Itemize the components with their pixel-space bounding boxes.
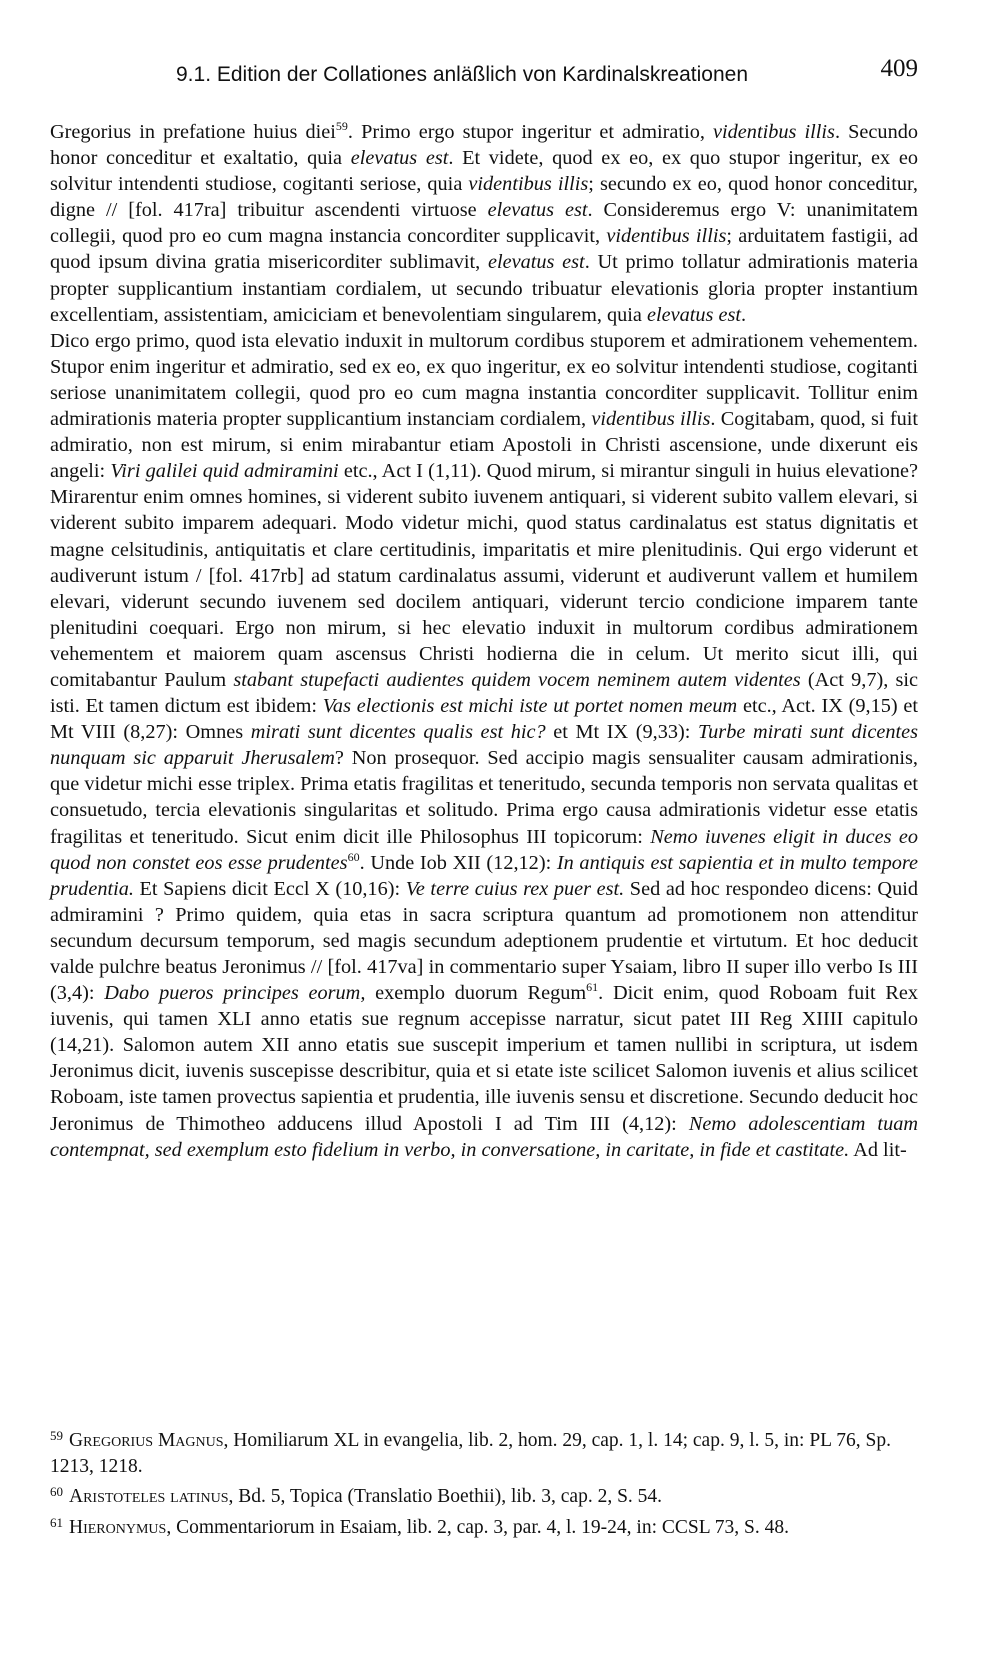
- italic-quote: Ve terre cuius rex puer est.: [405, 877, 625, 900]
- footnote: [50, 1423, 918, 1479]
- italic-quote: In antiquis est sapientia et in multo tempore prudentia.: [50, 851, 918, 900]
- text-run: . Ut primo tollatur admirationis materia propter supplicantium instantiam cordialem, ut secundo tribuatur elevationis gloria propter instantium excellentiam, assistentiam, amiciciam et benevolentiam singularem, quia: [50, 251, 918, 326]
- text-run: . Consideremus ergo V: unanimitatem collegii, quod pro eo cum magna instancia concorditer supplicavit,: [50, 199, 918, 248]
- footnote-number: 61: [50, 1514, 63, 1530]
- italic-quote: elevatus est: [350, 147, 449, 170]
- footnote: [50, 1510, 918, 1541]
- main-text: [50, 119, 918, 1163]
- italic-quote: stabant stupefacti audientes quidem vocem neminem autem videntes: [233, 668, 801, 691]
- text-run: . Et videte, quod ex eo, ex quo stupor ingeritur, ex eo solvitur intendenti studiose, cogitanti seriose, quia: [50, 147, 918, 196]
- text-run: etc., Act. IX (9,15) et Mt VIII (8,27): Omnes: [50, 695, 919, 744]
- italic-quote: elevatus est: [487, 251, 585, 274]
- page-number: 409: [880, 55, 918, 82]
- text-run: . Unde Iob XII (12,12):: [359, 851, 557, 874]
- text-run: ; arduitatem fastigii, ad quod ipsum divina gratia misericorditer sublimavit,: [50, 225, 918, 274]
- text-run: ; secundo ex eo, quod honor conceditur, digne // [fol. 417ra] tribuitur ascendenti virtuose: [50, 173, 918, 222]
- footnote-author: Hieronymus: [69, 1516, 167, 1538]
- italic-quote: videntibus illis: [713, 121, 835, 143]
- footnote-number: 59: [50, 1428, 63, 1443]
- text-run: Et Sapiens dicit Eccl X (10,16):: [133, 877, 406, 900]
- italic-quote: elevatus est: [487, 199, 588, 222]
- footnotes: [50, 1423, 918, 1540]
- italic-quote: Nemo adolescentiam tuam contempnat, sed exemplum esto fidelium in verbo, in conversatione, in caritate, in fide et castitate.: [50, 1112, 918, 1161]
- text-run: . Secundo honor conceditur et exaltatio, quia: [50, 121, 918, 170]
- italic-quote: videntibus illis: [591, 408, 711, 431]
- footnote-author: Gregorius Magnus: [69, 1430, 224, 1451]
- text-run: . Cogitabam, quod, si fuit admiratio, non est mirum, si enim mirabantur etiam Apostoli in Christi ascensione, unde dixerunt eis angeli:: [50, 408, 918, 483]
- footnote-author: Aristoteles latinus: [69, 1486, 229, 1507]
- running-title: 9.1. Edition der Collationes anläßlich von Kardinalskreationen: [176, 63, 749, 86]
- italic-quote: Nemo iuvenes eligit in duces eo quod non constet eos esse prudentes: [50, 825, 918, 874]
- footnote-number: 60: [50, 1484, 63, 1499]
- footnote: [50, 1479, 918, 1510]
- footnote-text: , Commentariorum in Esaiam, lib. 2, cap. 3, par. 4, l. 19-24, in: CCSL 73, S. 48.: [166, 1516, 789, 1538]
- footnote-text: , Homiliarum XL in evangelia, lib. 2, hom. 29, cap. 1, l. 14; cap. 9, l. 5, in: PL 76, Sp. 1213, 1218.: [50, 1430, 891, 1477]
- text-run: Dico ergo primo, quod ista elevatio induxit in multorum cordibus stuporem et admirationem vehementem. Stupor enim ingeritur et admiratio, sed ex eo, ex quo ingeritur, ex eo solvitur intendenti studiose, cogitanti seriose unanimitatem collegii, quod pro eo cum magna instantia concorditer supplicavit. Tollitur enim admirationis materia propter supplicantium instanciam cordialem,: [50, 329, 918, 431]
- text-run: .: [741, 303, 747, 326]
- paragraph: [50, 328, 918, 1163]
- italic-quote: videntibus illis: [606, 225, 727, 248]
- footnote-ref: 60: [347, 849, 360, 864]
- footnote-ref: 61: [586, 980, 599, 995]
- running-header: [176, 55, 918, 95]
- footnote-ref: 59: [335, 119, 348, 134]
- italic-quote: Viri galilei quid admiramini: [110, 460, 339, 483]
- italic-quote: Dabo pueros principes eorum,: [104, 982, 366, 1005]
- text-run: exemplo duorum Regum: [365, 982, 587, 1005]
- text-run: . Primo ergo stupor ingeritur et admiratio,: [347, 121, 714, 143]
- italic-quote: elevatus est: [646, 303, 742, 326]
- italic-quote: Turbe mirati sunt dicentes nunquam sic apparuit Jherusalem: [50, 721, 918, 770]
- text-run: Gregorius in prefatione huius diei: [50, 121, 336, 143]
- paragraph: [50, 119, 918, 328]
- text-run: et Mt IX (9,33):: [545, 721, 698, 744]
- text-run: etc., Act I (1,11). Quod mirum, si mirantur singuli in huius elevatione? Mirarentur enim omnes homines, si viderent subito iuvenem antiquari, si viderent subito vallem elevari, si viderent subito imparem adequari. Modo videtur michi, quod status cardinalatus est status dignitatis et magne celsitudinis, antiquitatis et clare certitudinis, imparitatis et mire plenitudinis. Qui ergo viderunt et audiverunt istum / [fol. 417rb] ad statum cardinalatus assumi, viderunt et audiverunt vallem et humilem elevari, viderunt secundo iuvenem sed docilem antiquari, viderunt tercio condicione imparem tante plenitudini coequari. Ergo non mirum, si hec elevatio induxit in multorum cordibus admirationem vehementem et maiorem quam ascensus Christi hodierna die in celum. Ut merito sicut illi, qui comitabantur Paulum: [50, 460, 918, 691]
- italic-quote: videntibus illis: [468, 173, 589, 196]
- italic-quote: mirati sunt dicentes qualis est hic?: [250, 721, 546, 744]
- text-run: Sed ad hoc respondeo dicens: Quid admiramini ? Primo quidem, quia etas in sacra scriptura quantum ad promotionem non attenditur secundum decursum temporum, sed magis secundum adeptionem prudentie et virtutum. Et hoc deducit valde pulchre beatus Jeronimus // [fol. 417va] in commentario super Ysaiam, libro II super illo verbo Is III (3,4):: [50, 877, 918, 1005]
- text-run: Ad lit-: [849, 1138, 907, 1161]
- footnote-text: , Bd. 5, Topica (Translatio Boethii), lib. 3, cap. 2, S. 54.: [228, 1486, 663, 1507]
- text-run: . Dicit enim, quod Roboam fuit Rex iuvenis, qui tamen XLI anno etatis sue regnum accepisse narratur, sicut patet III Reg XIIII capitulo (14,21). Salomon autem XII anno etatis sue suscepit imperium et tamen nullibi in scriptura, ut isdem Jeronimus dicit, iuvenis suscepisse describitur, quia et si etate iste scilicet Salomon iuvenis et alius scilicet Roboam, iste tamen provectus sapientia et prudentia, ille iuvenis sensu et discretione. Secundo deducit hoc Jeronimus de Thimotheo adducens illud Apostoli I ad Tim III (4,12):: [50, 982, 918, 1135]
- italic-quote: Vas electionis est michi iste ut portet nomen meum: [322, 695, 738, 718]
- text-run: ? Non prosequor. Sed accipio magis sensualiter causam admirationis, que videtur michi esse triplex. Prima etatis fragilitas et teneritudo, secunda temporis non servata qualitas et consuetudo, tercia elevationis singularitas et solitudo. Prima ergo causa admirationis videtur esse etatis fragilitas et teneritudo. Sicut enim dicit ille Philosophus III topicorum:: [50, 747, 918, 848]
- text-run: (Act 9,7), sic isti. Et tamen dictum est ibidem:: [50, 668, 919, 718]
